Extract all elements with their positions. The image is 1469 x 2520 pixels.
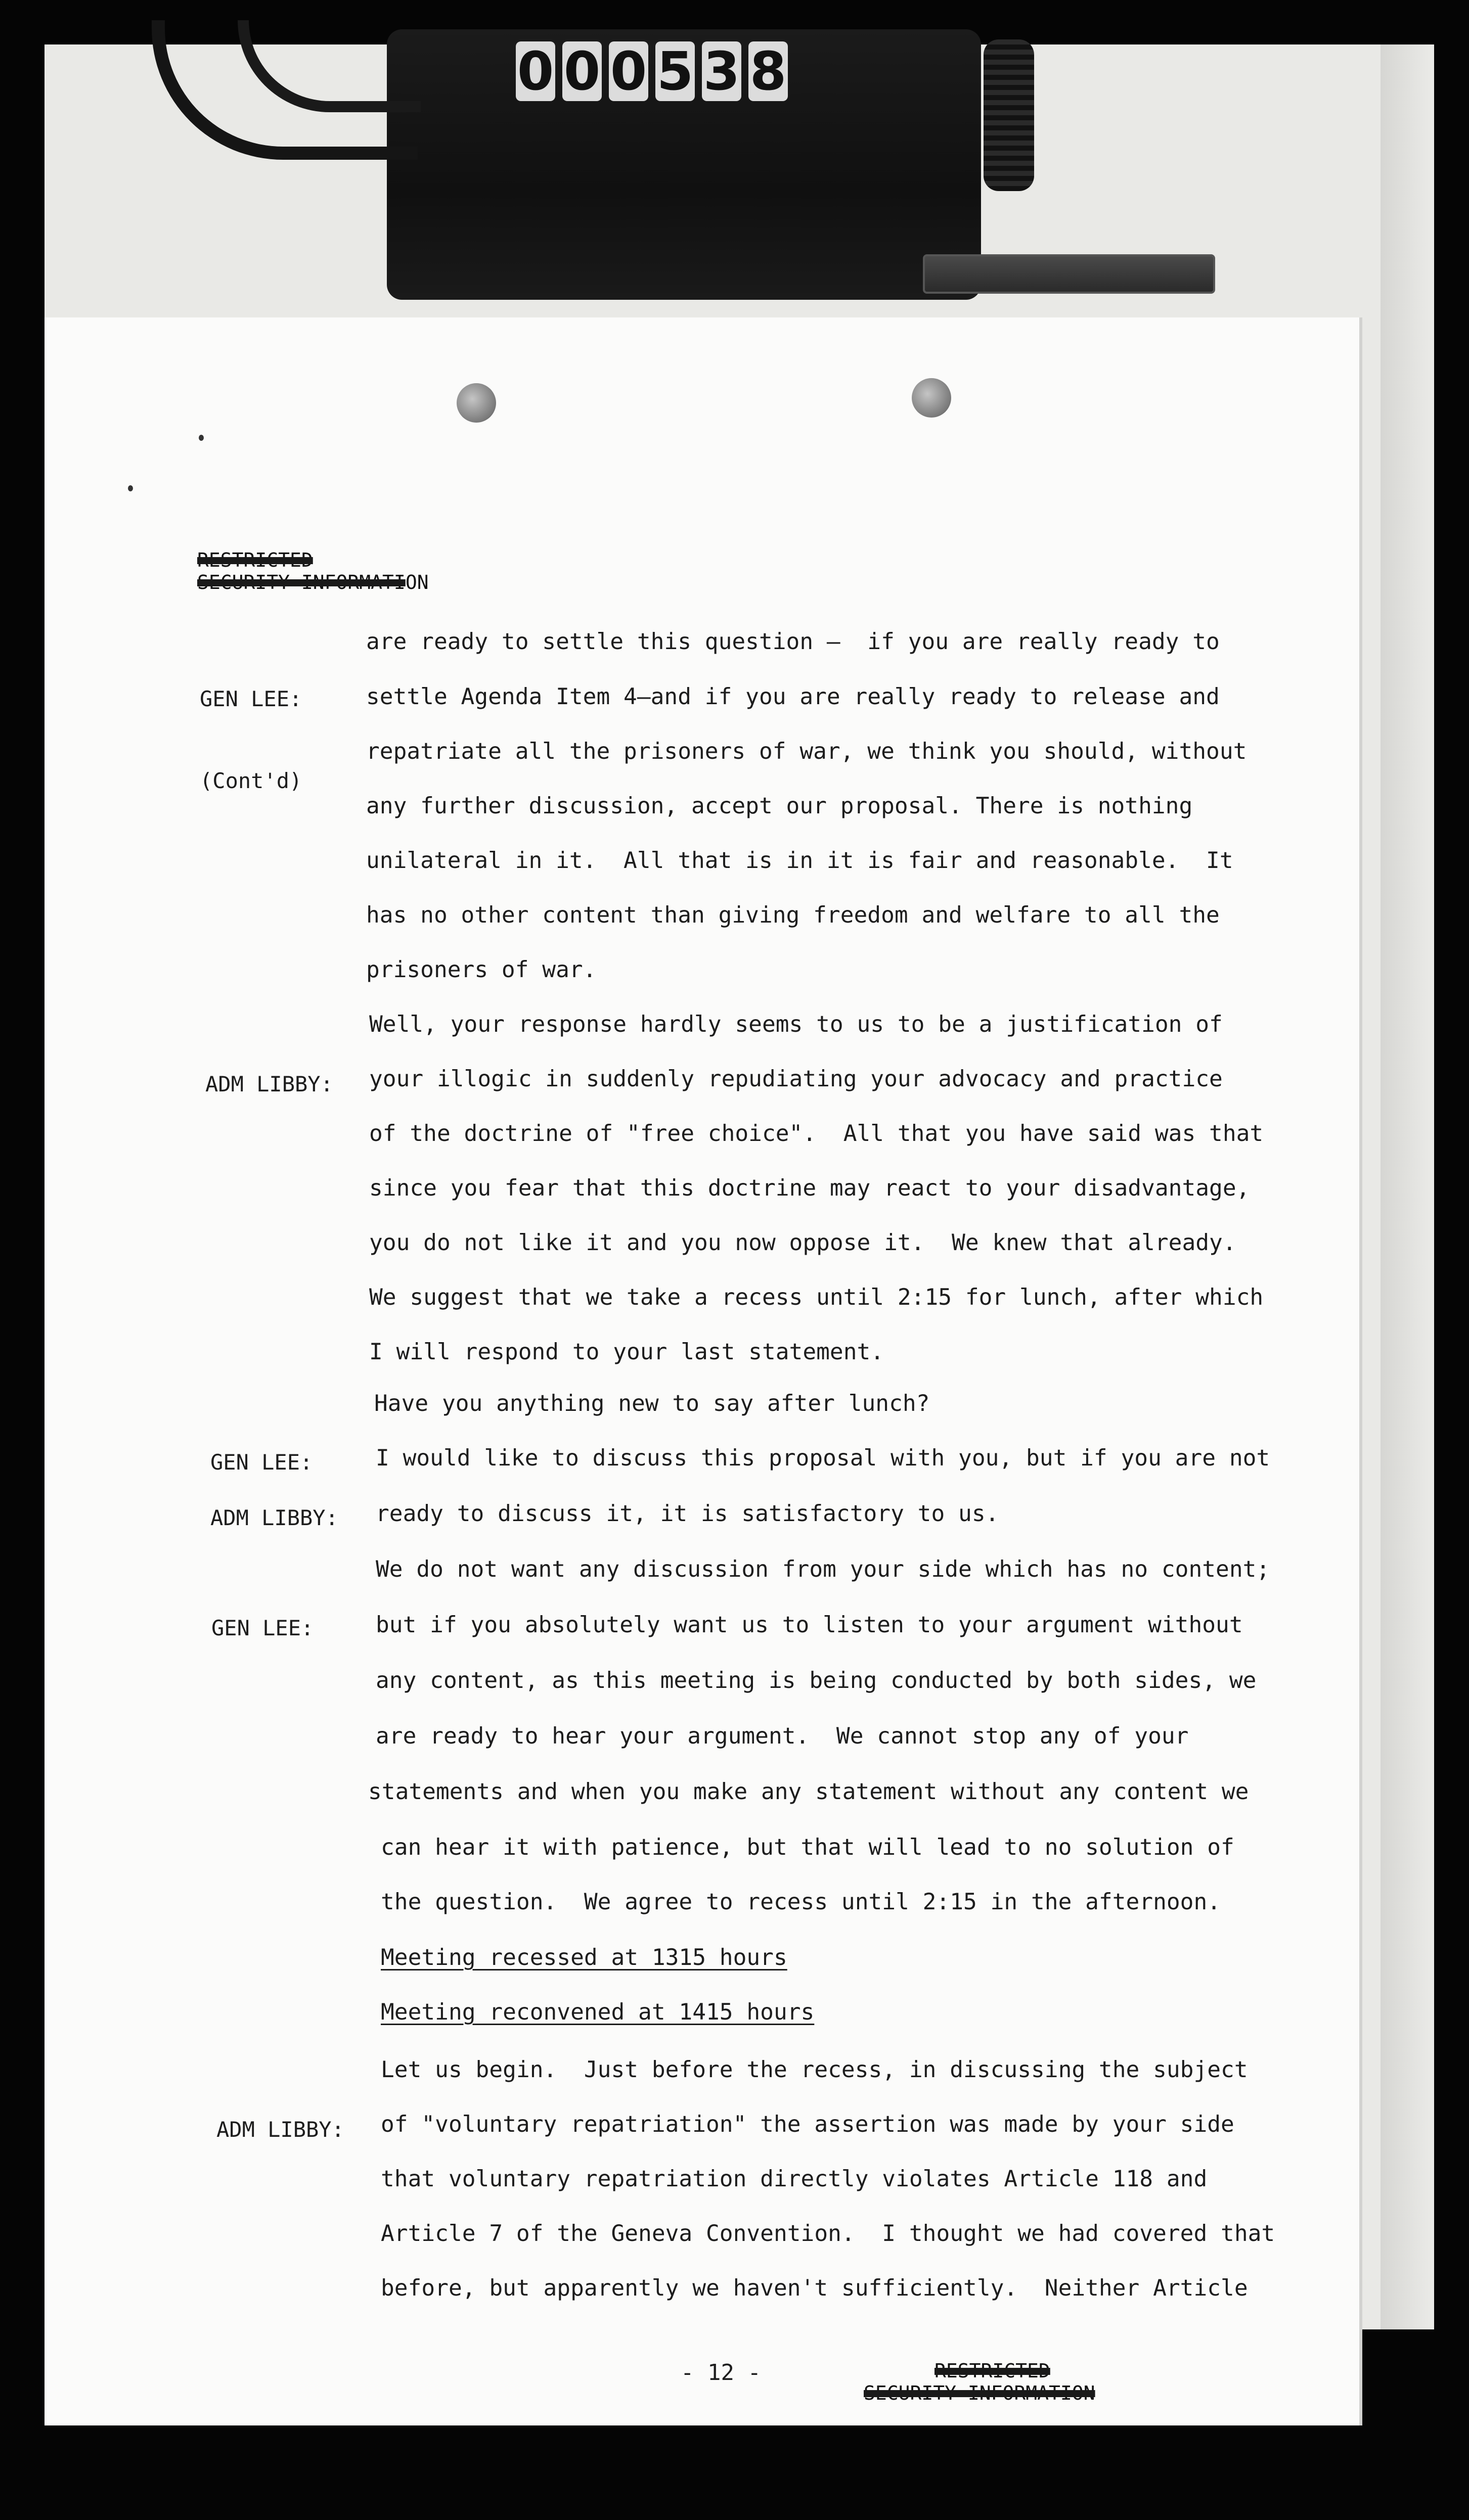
transcript-line: any further discussion, accept our proposal. There is nothing — [366, 793, 1193, 819]
speaker-continued: (Cont'd) — [200, 768, 302, 793]
classification-footer — [864, 2360, 1095, 2404]
counter-digit: 5 — [655, 41, 695, 101]
board-edge — [1381, 44, 1434, 2329]
punch-hole-left — [457, 383, 496, 423]
transcript-line: are ready to hear your argument. We cannot stop any of your — [376, 1723, 1189, 1749]
counter-nameplate — [923, 254, 1215, 294]
transcript-line: Have you anything new to say after lunch? — [374, 1391, 930, 1416]
transcript-line: but if you absolutely want us to listen to your argument without — [376, 1612, 1243, 1638]
transcript-line: I will respond to your last statement. — [369, 1339, 884, 1365]
document-page — [44, 317, 1359, 2425]
punch-hole-right — [912, 378, 951, 418]
reconvene-note: Meeting reconvened at 1415 hours — [381, 1999, 815, 2025]
transcript-line: that voluntary repatriation directly violates Article 118 and — [381, 2166, 1208, 2192]
speaker-label — [205, 1016, 333, 1153]
transcript-line: Article 7 of the Geneva Convention. I thought we had covered that — [381, 2221, 1275, 2247]
counter-digit: 8 — [748, 41, 788, 101]
transcript-line: since you fear that this doctrine may react to your disadvantage, — [369, 1175, 1250, 1201]
speaker-name: GEN LEE: — [200, 686, 302, 711]
transcript-line: We do not want any discussion from your side which has no content; — [376, 1556, 1270, 1582]
transcript-line: your illogic in suddenly repudiating your advocacy and practice — [369, 1066, 1223, 1092]
transcript-line: prisoners of war. — [366, 957, 597, 983]
transcript-line: Let us begin. Just before the recess, in discussing the subject — [381, 2057, 1248, 2083]
speaker-name: GEN LEE: — [210, 1450, 313, 1475]
transcript-line: has no other content than giving freedom and welfare to all the — [366, 902, 1220, 928]
transcript-line: I would like to discuss this proposal with you, but if you are not — [376, 1445, 1270, 1471]
transcript-line: ready to discuss it, it is satisfactory to us. — [376, 1501, 999, 1527]
transcript-line: any content, as this meeting is being conducted by both sides, we — [376, 1668, 1257, 1693]
transcript-line: statements and when you make any statement without any content we — [368, 1779, 1249, 1805]
transcript-line: repatriate all the prisoners of war, we think you should, without — [366, 739, 1247, 764]
classification-security: SECURITY INFORMATION — [864, 2382, 1095, 2404]
classification-security-struck: SECURITY INFORMATI — [197, 571, 406, 593]
classification-header — [197, 549, 429, 593]
page-number: - 12 - — [681, 2360, 761, 2386]
counter-digit: 0 — [609, 41, 648, 101]
transcript-line: are ready to settle this question — if you are really ready to — [366, 629, 1220, 655]
speaker-name: ADM LIBBY: — [210, 1505, 338, 1530]
speaker-name: GEN LEE: — [211, 1616, 314, 1640]
counter-digit: 3 — [702, 41, 741, 101]
transcript-line: We suggest that we take a recess until 2:15 for lunch, after which — [369, 1285, 1264, 1310]
speaker-name: ADM LIBBY: — [216, 2117, 344, 2142]
counter-digit: 0 — [562, 41, 602, 101]
transcript-line: you do not like it and you now oppose it. We knew that already. — [369, 1230, 1236, 1256]
transcript-line: of the doctrine of "free choice". All that you have said was that — [369, 1121, 1264, 1147]
transcript-line: unilateral in it. All that is in it is fair and reasonable. It — [366, 848, 1233, 874]
classification-restricted: RESTRICTED — [197, 549, 313, 571]
classification-restricted: RESTRICTED — [934, 2360, 1050, 2382]
transcript-line: the question. We agree to recess until 2:15 in the afternoon. — [381, 1889, 1221, 1915]
frame-counter — [516, 41, 788, 101]
transcript-line: settle Agenda Item 4—and if you are really ready to release and — [366, 684, 1220, 710]
speaker-label — [211, 1560, 314, 1697]
speaker-label — [200, 631, 302, 849]
transcript-line: Well, your response hardly seems to us to be a justification of — [369, 1012, 1223, 1037]
transcript-line: before, but apparently we haven't sufficiently. Neither Article — [381, 2275, 1248, 2301]
dust-speck — [128, 485, 133, 491]
recess-note: Meeting recessed at 1315 hours — [381, 1945, 787, 1971]
counter-digit: 0 — [516, 41, 555, 101]
transcript-line: can hear it with patience, but that will lead to no solution of — [381, 1835, 1234, 1860]
dust-speck — [199, 435, 204, 441]
transcript-line: of "voluntary repatriation" the assertion was made by your side — [381, 2112, 1234, 2137]
speaker-name: ADM LIBBY: — [205, 1072, 333, 1096]
counter-knob — [984, 39, 1034, 191]
classification-security-tail: ON — [405, 571, 429, 593]
speaker-label — [216, 2061, 344, 2198]
